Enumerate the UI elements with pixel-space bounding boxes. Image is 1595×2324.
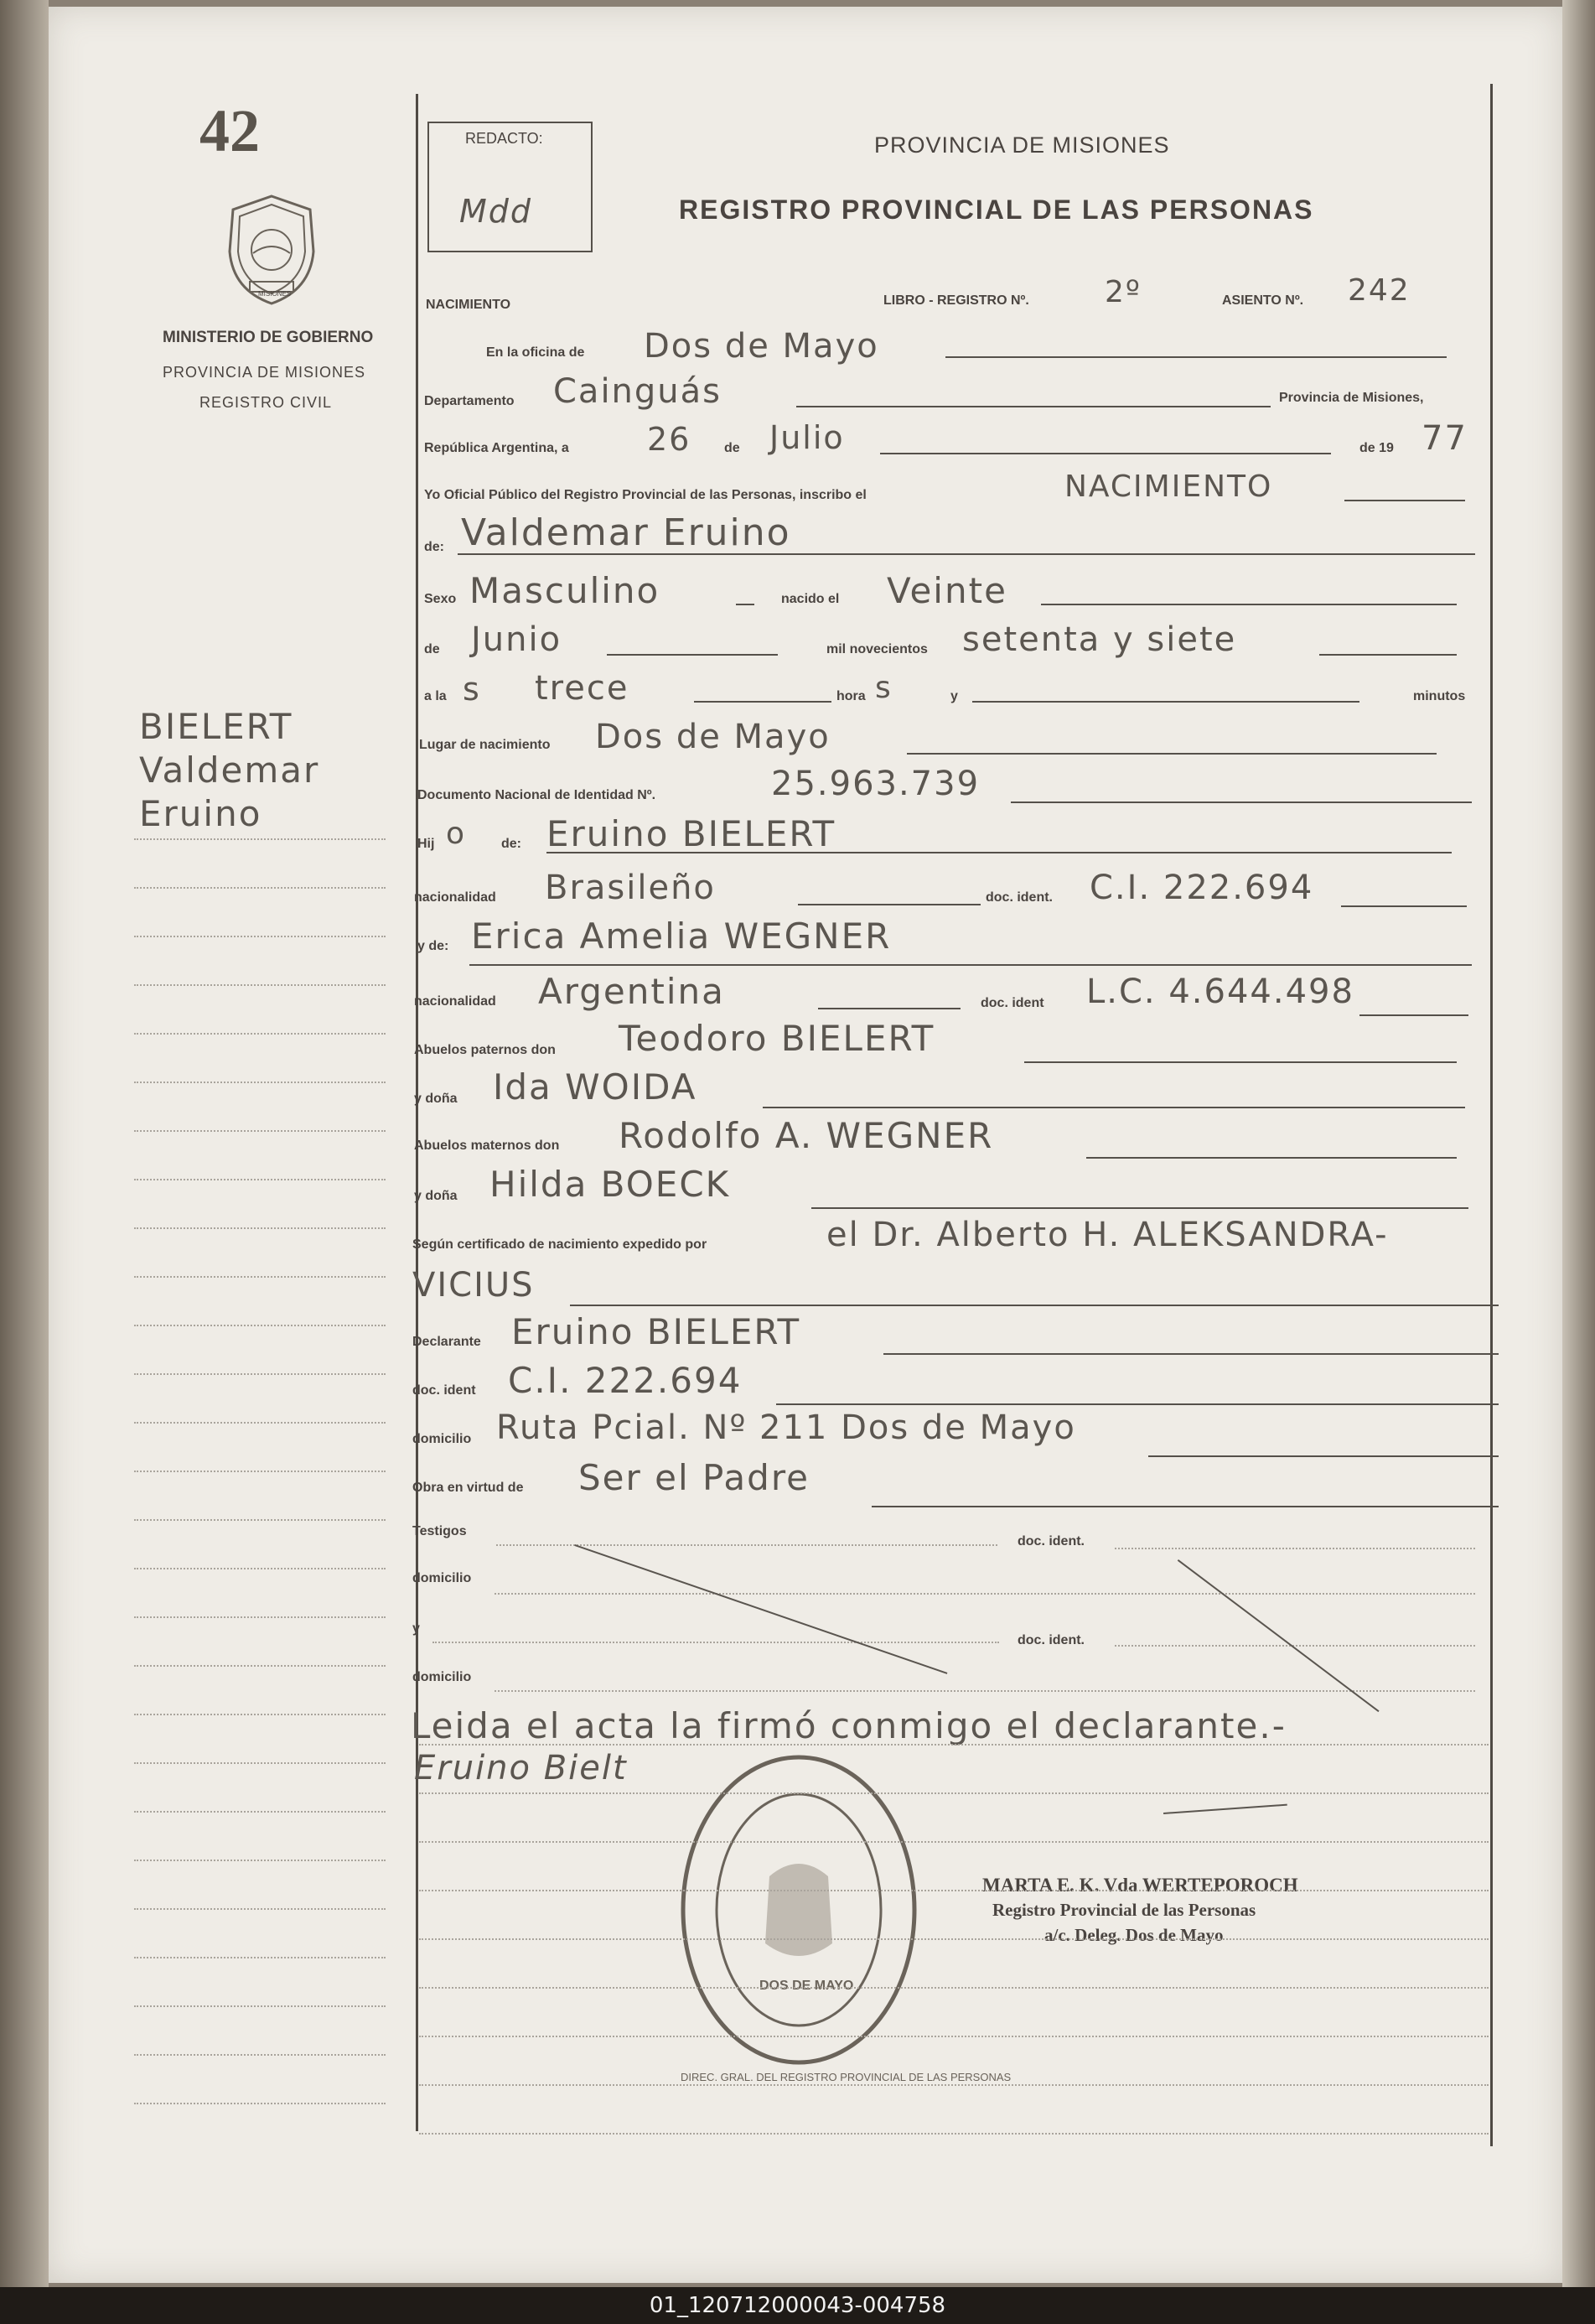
stamp-text: DIREC. GRAL. DEL REGISTRO PROVINCIAL DE LAS PERSONAS bbox=[681, 2071, 1012, 2083]
lugar-rule bbox=[907, 753, 1437, 755]
testigos-label: Testigos bbox=[412, 1524, 467, 1538]
margin-rule-line bbox=[134, 1082, 386, 1083]
form-rule-line bbox=[419, 2036, 1489, 2037]
oficina-label: En la oficina de bbox=[486, 345, 585, 360]
margin-rule-line bbox=[134, 984, 386, 986]
day-value: 26 bbox=[647, 421, 691, 458]
form-rule-line bbox=[419, 1938, 1489, 1940]
margin-surname: BIELERT bbox=[139, 706, 293, 747]
form-right-border bbox=[1490, 84, 1493, 2146]
official-name: MARTA E. K. Vda WERTEPOROCH bbox=[982, 1875, 1298, 1896]
nacido-rule bbox=[1041, 604, 1457, 605]
margin-rule-line bbox=[134, 1325, 386, 1326]
oficina-value: Dos de Mayo bbox=[644, 327, 879, 366]
ab-mat-dona-label: y doña bbox=[414, 1189, 458, 1203]
father-rule bbox=[546, 852, 1452, 853]
decl-doc-rule bbox=[776, 1403, 1499, 1405]
inscribo-value: NACIMIENTO bbox=[1064, 469, 1273, 504]
margin-rule-line bbox=[134, 1519, 386, 1521]
obra-rule bbox=[872, 1506, 1499, 1507]
nac-month-value: Junio bbox=[471, 620, 562, 659]
testigos-doc-label: doc. ident. bbox=[1018, 1534, 1085, 1548]
test-y-label: y bbox=[412, 1621, 420, 1636]
test-domicilio-rule bbox=[495, 1593, 1475, 1595]
asiento-label: ASIENTO Nº. bbox=[1222, 293, 1304, 308]
name-rule bbox=[458, 553, 1475, 555]
inscribo-rule bbox=[1344, 500, 1465, 501]
margin-firstname: Valdemar bbox=[139, 750, 320, 791]
margin-rule-line bbox=[134, 1957, 386, 1958]
decl-doc-label: doc. ident bbox=[412, 1383, 476, 1398]
margin-secondname: Eruino bbox=[139, 793, 262, 834]
margin-rule-line bbox=[134, 1227, 386, 1229]
test-domicilio2-label: domicilio bbox=[412, 1670, 472, 1684]
nacido-value: Veinte bbox=[887, 570, 1007, 611]
month-value: Julio bbox=[769, 419, 845, 456]
ministry-province: PROVINCIA DE MISIONES bbox=[163, 364, 366, 381]
ab-pat-dona-value: Ida WOIDA bbox=[493, 1066, 697, 1108]
dni-rule bbox=[1011, 801, 1472, 803]
form-rule-line bbox=[419, 1987, 1489, 1989]
ab-pat-rule bbox=[1024, 1061, 1457, 1063]
book-edge-right bbox=[1562, 0, 1595, 2324]
day-de-label: de bbox=[724, 441, 740, 455]
header-registry: REGISTRO PROVINCIAL DE LAS PERSONAS bbox=[679, 195, 1314, 225]
declarante-rule bbox=[883, 1353, 1499, 1355]
form-left-border bbox=[416, 94, 418, 2131]
sexo-rule bbox=[736, 604, 754, 605]
margin-rule-line bbox=[134, 1568, 386, 1569]
republica-label: República Argentina, a bbox=[424, 441, 569, 455]
ab-pat-value: Teodoro BIELERT bbox=[619, 1018, 935, 1059]
obra-value: Ser el Padre bbox=[578, 1457, 810, 1498]
father-doc-label: doc. ident. bbox=[986, 890, 1053, 905]
margin-rule-line bbox=[134, 1276, 386, 1278]
margin-rule-line bbox=[134, 1860, 386, 1861]
mother-rule bbox=[469, 964, 1472, 966]
seal-caption: MISIONES bbox=[258, 290, 292, 298]
father-nat-rule bbox=[798, 904, 981, 905]
mother-nat-label: nacionalidad bbox=[414, 994, 496, 1009]
book-spine-left bbox=[0, 0, 49, 2324]
form-rule-line bbox=[419, 1792, 1489, 1794]
decl-doc-value: C.I. 222.694 bbox=[508, 1360, 743, 1401]
libro-value: 2º bbox=[1105, 275, 1142, 309]
ab-mat-label: Abuelos maternos don bbox=[414, 1139, 560, 1153]
nacido-label: nacido el bbox=[781, 592, 840, 606]
margin-rule-line bbox=[134, 2005, 386, 2007]
margin-rule-line bbox=[134, 2054, 386, 2056]
cert-label: Según certificado de nacimiento expedido por bbox=[412, 1237, 707, 1252]
mother-nat-value: Argentina bbox=[538, 971, 725, 1012]
ab-mat-value: Rodolfo A. WEGNER bbox=[619, 1115, 994, 1156]
oficina-rule bbox=[945, 356, 1447, 358]
ab-pat-dona-rule bbox=[763, 1107, 1465, 1108]
form-rule-line bbox=[419, 2084, 1489, 2086]
test-domicilio-label: domicilio bbox=[412, 1571, 472, 1585]
inscribo-label: Yo Oficial Público del Registro Provincial de las Personas, inscribo el bbox=[424, 488, 867, 502]
departamento-value: Cainguás bbox=[553, 372, 722, 411]
form-rule-line bbox=[419, 1890, 1489, 1891]
form-rule-line bbox=[419, 1841, 1489, 1843]
mother-yde-label: y de: bbox=[417, 939, 449, 953]
mother-nat-rule bbox=[818, 1008, 961, 1009]
margin-rule-line bbox=[134, 1033, 386, 1035]
year-prefix: de 19 bbox=[1359, 441, 1394, 455]
margin-rule-line bbox=[134, 1908, 386, 1910]
father-doc-value: C.I. 222.694 bbox=[1090, 869, 1314, 907]
margin-rule-line bbox=[134, 1616, 386, 1618]
hijo-suffix: o bbox=[446, 817, 467, 851]
margin-rule-line bbox=[134, 887, 386, 889]
y-label: y bbox=[950, 689, 958, 703]
asiento-value: 242 bbox=[1348, 273, 1411, 308]
lugar-label: Lugar de nacimiento bbox=[419, 738, 551, 752]
ab-mat-dona-rule bbox=[811, 1207, 1468, 1209]
test-domicilio2-rule bbox=[495, 1690, 1475, 1692]
hijo-label: Hij bbox=[417, 837, 435, 851]
sexo-value: Masculino bbox=[469, 570, 660, 611]
provincia-label: Provincia de Misiones, bbox=[1279, 391, 1424, 405]
test-doc2-rule bbox=[1115, 1645, 1475, 1647]
registry-stamp-icon bbox=[677, 1751, 920, 2069]
dni-label: Documento Nacional de Identidad Nº. bbox=[417, 788, 656, 802]
nac-month-rule bbox=[607, 654, 778, 656]
margin-rule-line bbox=[134, 1130, 386, 1132]
testigos-doc-rule bbox=[1115, 1548, 1475, 1549]
hora-value: trece bbox=[535, 669, 629, 708]
libro-label: LIBRO - REGISTRO Nº. bbox=[883, 293, 1029, 308]
father-doc-rule bbox=[1341, 905, 1467, 907]
margin-rule-line bbox=[134, 1179, 386, 1180]
margin-rule-line bbox=[134, 1714, 386, 1715]
mother-value: Erica Amelia WEGNER bbox=[471, 916, 892, 957]
form-rule-line bbox=[419, 2133, 1489, 2135]
margin-rule-line bbox=[134, 1373, 386, 1375]
declarante-label: Declarante bbox=[412, 1335, 481, 1349]
minutos-rule bbox=[972, 701, 1359, 703]
father-value: Eruino BIELERT bbox=[546, 813, 836, 854]
departamento-rule bbox=[796, 406, 1271, 407]
dni-value: 25.963.739 bbox=[771, 765, 981, 803]
horas-suffix: s bbox=[875, 671, 893, 705]
margin-rule-line bbox=[134, 1762, 386, 1764]
hora-rule bbox=[694, 701, 831, 703]
domicilio-rule bbox=[1148, 1455, 1499, 1457]
image-id-footer: 01_120712000043-004758 bbox=[0, 2287, 1595, 2324]
hijo-de-label: de: bbox=[501, 837, 521, 851]
redacto-label: REDACTO: bbox=[465, 130, 543, 147]
mother-doc-value: L.C. 4.644.498 bbox=[1086, 973, 1354, 1011]
stamp-inner-text: DOS DE MAYO bbox=[759, 1979, 854, 1993]
cert-rule bbox=[570, 1305, 1499, 1306]
nac-month-de-label: de bbox=[424, 642, 440, 656]
ab-pat-label: Abuelos paternos don bbox=[414, 1043, 556, 1057]
mil-label: mil novecientos bbox=[826, 642, 928, 656]
domicilio-value: Ruta Pcial. Nº 211 Dos de Mayo bbox=[496, 1408, 1076, 1447]
lugar-value: Dos de Mayo bbox=[595, 718, 831, 756]
ab-pat-dona-label: y doña bbox=[414, 1092, 458, 1106]
margin-rule-line bbox=[134, 1665, 386, 1667]
cert-value-1: el Dr. Alberto H. ALEKSANDRA- bbox=[826, 1216, 1389, 1254]
mother-doc-label: doc. ident bbox=[981, 996, 1044, 1010]
test-y-rule bbox=[432, 1642, 999, 1643]
year-value: 77 bbox=[1422, 419, 1468, 458]
alas-suffix: s bbox=[463, 671, 481, 708]
father-nat-value: Brasileño bbox=[545, 869, 716, 907]
redacto-initials: Mdd bbox=[459, 193, 533, 230]
official-line2: Registro Provincial de las Personas bbox=[992, 1900, 1256, 1920]
margin-rule-line bbox=[134, 838, 386, 840]
testigos-rule bbox=[496, 1544, 997, 1546]
ab-mat-dona-value: Hilda BOECK bbox=[489, 1164, 731, 1205]
fecha-rule bbox=[880, 453, 1331, 454]
margin-rule-line bbox=[134, 936, 386, 937]
departamento-label: Departamento bbox=[424, 394, 515, 408]
declarant-signature: Eruino Bielt bbox=[414, 1749, 628, 1787]
alas-label: a la bbox=[424, 689, 447, 703]
ministry-registry: REGISTRO CIVIL bbox=[199, 394, 333, 411]
father-nat-label: nacionalidad bbox=[414, 890, 496, 905]
margin-rule-line bbox=[134, 2103, 386, 2104]
ab-mat-rule bbox=[1086, 1157, 1457, 1159]
mil-value: setenta y siete bbox=[962, 620, 1237, 659]
domicilio-label: domicilio bbox=[412, 1432, 472, 1446]
margin-rule-line bbox=[134, 1811, 386, 1813]
mother-doc-rule bbox=[1359, 1014, 1468, 1016]
horas-label: hora bbox=[836, 689, 866, 703]
ministry-title: MINISTERIO DE GOBIERNO bbox=[163, 329, 374, 346]
test-doc2-label: doc. ident. bbox=[1018, 1633, 1085, 1647]
page-number: 42 bbox=[199, 97, 260, 164]
minutos-label: minutos bbox=[1413, 689, 1466, 703]
margin-rule-line bbox=[134, 1422, 386, 1424]
closing-text: Leida el acta la firmó conmigo el declarante.- bbox=[411, 1705, 1287, 1746]
name-de-label: de: bbox=[424, 540, 444, 554]
declarante-value: Eruino BIELERT bbox=[511, 1311, 801, 1352]
mil-rule bbox=[1319, 654, 1457, 656]
cert-value-2: VICIUS bbox=[412, 1266, 535, 1305]
obra-label: Obra en virtud de bbox=[412, 1481, 524, 1495]
form-rule-line bbox=[419, 1744, 1489, 1746]
header-province: PROVINCIA DE MISIONES bbox=[874, 132, 1170, 158]
name-value: Valdemar Eruino bbox=[461, 511, 791, 554]
official-line3: a/c. Deleg. Dos de Mayo bbox=[1044, 1925, 1224, 1945]
act-type-label: NACIMIENTO bbox=[426, 298, 511, 312]
margin-rule-line bbox=[134, 1471, 386, 1472]
sexo-label: Sexo bbox=[424, 592, 457, 606]
